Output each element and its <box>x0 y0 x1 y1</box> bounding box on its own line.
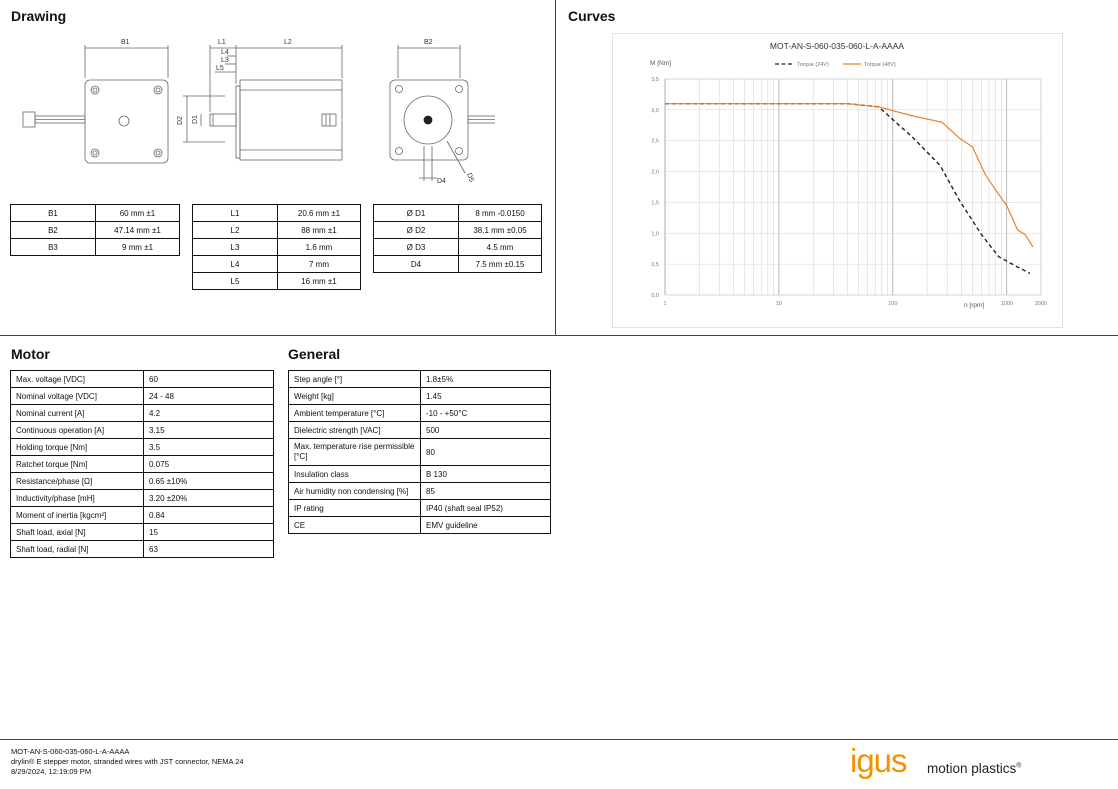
table-row <box>11 371 274 388</box>
dim-value: 1.6 mm <box>278 239 361 256</box>
table-row <box>11 388 274 405</box>
general-specs-table <box>288 370 551 534</box>
spec-label: Dielectric strength [VAC] <box>289 422 421 439</box>
table-row <box>11 507 274 524</box>
dimensions-table-l <box>192 204 361 290</box>
table-row <box>11 205 180 222</box>
spec-label: Continuous operation [A] <box>11 422 144 439</box>
table-row <box>11 473 274 490</box>
dim-label-l3: L3 <box>221 57 229 64</box>
dimensions-table-d <box>373 204 542 273</box>
table-row <box>11 524 274 541</box>
spec-value: 0.075 <box>144 456 274 473</box>
spec-label: Insulation class <box>289 466 421 483</box>
footer-timestamp: 8/29/2024, 12:19:09 PM <box>11 767 92 776</box>
spec-value: 3.5 <box>144 439 274 456</box>
x-tick-label: 1000 <box>1000 301 1013 307</box>
spec-label: Moment of inertia [kgcm²] <box>11 507 144 524</box>
dim-label-l2: L2 <box>284 39 292 46</box>
table-row <box>11 456 274 473</box>
technical-drawing <box>15 28 495 193</box>
spec-label: Nominal current [A] <box>11 405 144 422</box>
chart-svg <box>613 34 1062 327</box>
dim-label-d4: D4 <box>437 178 446 185</box>
x-tick-label: 10 <box>775 301 782 307</box>
curves-title: Curves <box>568 8 616 24</box>
dim-label: L1 <box>193 205 278 222</box>
y-tick-label: 3,0 <box>651 107 659 114</box>
dim-value: 20.6 mm ±1 <box>278 205 361 222</box>
table-row <box>289 483 551 500</box>
table-row <box>289 405 551 422</box>
dim-value: 7.5 mm ±0.15 <box>459 256 542 273</box>
spec-value: EMV guideline <box>421 517 551 534</box>
y-axis-label: M [Nm] <box>650 60 671 67</box>
logo-brand: igus <box>850 742 907 779</box>
y-tick-label: 2,0 <box>651 169 659 176</box>
spec-value: B 130 <box>421 466 551 483</box>
front-view <box>23 45 168 163</box>
x-tick-label: 1 <box>663 301 667 307</box>
dim-value: 7 mm <box>278 256 361 273</box>
table-row <box>11 222 180 239</box>
plot-frame <box>665 79 1041 295</box>
y-tick-label: 0,0 <box>651 293 659 299</box>
dimensions-table-b <box>10 204 180 256</box>
dim-label-l1: L1 <box>218 39 226 46</box>
chart-grid <box>665 79 1041 295</box>
table-row <box>289 466 551 483</box>
legend-label-48v: Torque (48V) <box>864 62 896 68</box>
x-tick-label: 100 <box>888 301 898 307</box>
table-row <box>193 222 361 239</box>
dim-value: 38.1 mm ±0.05 <box>459 222 542 239</box>
spec-value: 60 <box>144 371 274 388</box>
table-row <box>11 490 274 507</box>
spec-label: CE <box>289 517 421 534</box>
chart-series <box>665 104 1033 274</box>
dim-value: 4.5 mm <box>459 239 542 256</box>
dim-value: 8 mm -0.0150 <box>459 205 542 222</box>
table-row <box>289 422 551 439</box>
dim-value: 88 mm ±1 <box>278 222 361 239</box>
spec-value: 24 - 48 <box>144 388 274 405</box>
spec-label: Shaft load, axial [N] <box>11 524 144 541</box>
table-row <box>374 239 542 256</box>
table-row <box>193 239 361 256</box>
spec-value: 0.84 <box>144 507 274 524</box>
table-row <box>11 541 274 558</box>
table-row <box>193 205 361 222</box>
spec-label: Air humidity non condensing [%] <box>289 483 421 500</box>
spec-value: 80 <box>421 439 551 466</box>
chart-title: MOT-AN-S-060-035-060-L-A-AAAA <box>769 41 905 51</box>
spec-label: IP rating <box>289 500 421 517</box>
footer-info <box>11 747 244 777</box>
spec-label: Step angle [°] <box>289 371 421 388</box>
side-view <box>183 45 342 160</box>
torque-curve-chart <box>612 33 1063 328</box>
spec-label: Holding torque [Nm] <box>11 439 144 456</box>
y-tick-label: 1,5 <box>651 200 659 207</box>
spec-label: Ambient temperature [°C] <box>289 405 421 422</box>
dim-label: Ø D2 <box>374 222 459 239</box>
dim-label-l4: L4 <box>221 49 229 56</box>
dim-label: L4 <box>193 256 278 273</box>
table-row <box>289 371 551 388</box>
dim-label-l5: L5 <box>216 65 224 72</box>
spec-value: 63 <box>144 541 274 558</box>
motor-title: Motor <box>11 346 50 362</box>
x-axis-label: n [rpm] <box>964 302 985 309</box>
dim-label: L5 <box>193 273 278 290</box>
y-tick-label: 1,0 <box>651 231 659 238</box>
spec-value: 0.65 ±10% <box>144 473 274 490</box>
table-row <box>374 205 542 222</box>
dim-label-d5: D5 <box>465 172 475 184</box>
spec-value: 3.15 <box>144 422 274 439</box>
table-row <box>11 439 274 456</box>
igus-logo <box>850 742 1045 780</box>
spec-value: 15 <box>144 524 274 541</box>
dim-label: B1 <box>11 205 96 222</box>
series-line-1 <box>665 104 1033 247</box>
spec-label: Nominal voltage [VDC] <box>11 388 144 405</box>
spec-label: Shaft load, radial [N] <box>11 541 144 558</box>
table-row <box>193 273 361 290</box>
spec-value: 4.2 <box>144 405 274 422</box>
dim-label: Ø D1 <box>374 205 459 222</box>
general-title: General <box>288 346 341 362</box>
dim-label: L2 <box>193 222 278 239</box>
footer-part-number: MOT-AN-S-060-035-060-L-A-AAAA <box>11 747 130 756</box>
y-tick-label: 0,5 <box>651 262 659 269</box>
drawing-title: Drawing <box>11 8 67 24</box>
footer-divider <box>0 739 1118 740</box>
spec-label: Inductivity/phase [mH] <box>11 490 144 507</box>
table-row <box>193 256 361 273</box>
spec-label: Ratchet torque [Nm] <box>11 456 144 473</box>
dim-label-d1: D1 <box>192 115 199 124</box>
dim-label-b2: B2 <box>424 39 433 46</box>
table-row <box>289 500 551 517</box>
dim-value: 16 mm ±1 <box>278 273 361 290</box>
motor-specs-table <box>10 370 274 558</box>
chart-legend <box>775 62 896 68</box>
spec-label: Resistance/phase [Ω] <box>11 473 144 490</box>
dim-label: D4 <box>374 256 459 273</box>
footer-description: drylin® E stepper motor, stranded wires with JST connector, NEMA 24 <box>11 757 244 766</box>
dim-value: 60 mm ±1 <box>96 205 180 222</box>
spec-label: Max. temperature rise permissible [°C] <box>289 439 421 466</box>
dim-label-b1: B1 <box>121 39 130 46</box>
spec-value: IP40 (shaft seal IP52) <box>421 500 551 517</box>
table-row <box>374 256 542 273</box>
table-row <box>11 239 180 256</box>
top-section-divider <box>0 335 1118 336</box>
dim-label: L3 <box>193 239 278 256</box>
table-row <box>289 439 551 466</box>
table-row <box>289 388 551 405</box>
table-row <box>11 422 274 439</box>
dim-label: B2 <box>11 222 96 239</box>
spec-value: -10 - +50°C <box>421 405 551 422</box>
chart-ticks <box>651 77 1047 307</box>
spec-value: 1.45 <box>421 388 551 405</box>
spec-value: 3.20 ±20% <box>144 490 274 507</box>
spec-label: Weight [kg] <box>289 388 421 405</box>
table-row <box>374 222 542 239</box>
dim-value: 9 mm ±1 <box>96 239 180 256</box>
dim-label-d2: D2 <box>177 116 184 125</box>
dim-label: Ø D3 <box>374 239 459 256</box>
spec-value: 1.8±5% <box>421 371 551 388</box>
x-tick-label: 2000 <box>1034 301 1048 307</box>
drawing-curves-divider <box>555 0 556 336</box>
logo-tagline-text: motion plastics <box>927 761 1017 776</box>
y-tick-label: 2,5 <box>651 138 659 145</box>
registered-mark: ® <box>1016 762 1022 770</box>
legend-label-24v: Torque (24V) <box>797 62 829 68</box>
table-row <box>289 517 551 534</box>
logo-tagline <box>927 761 1021 776</box>
dim-label: B3 <box>11 239 96 256</box>
spec-label: Max. voltage [VDC] <box>11 371 144 388</box>
spec-value: 85 <box>421 483 551 500</box>
spec-value: 500 <box>421 422 551 439</box>
dim-value: 47.14 mm ±1 <box>96 222 180 239</box>
table-row <box>11 405 274 422</box>
y-tick-label: 3,5 <box>651 77 659 83</box>
